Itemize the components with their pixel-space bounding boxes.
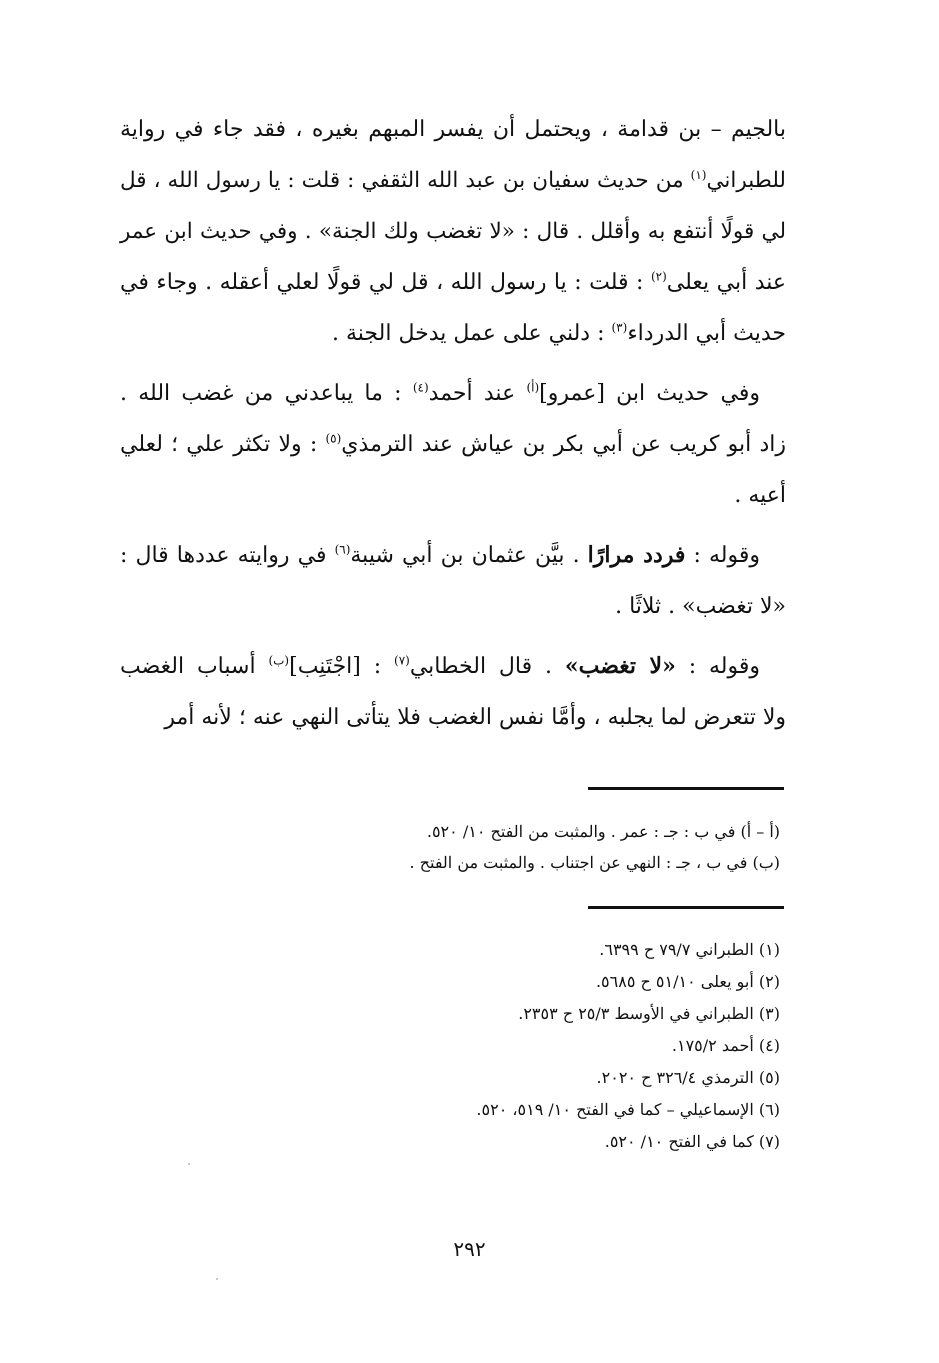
numbered-footnotes (300, 934, 780, 1158)
footnote-marker: (٤) (412, 380, 429, 395)
footnote-marker: (١) (690, 167, 707, 182)
footnote-marker: (٣) (611, 320, 628, 335)
main-text (120, 104, 786, 743)
text-run: . بيَّن عثمان بن أبي شيبة (350, 543, 588, 568)
text-run: وقوله : (685, 543, 760, 568)
paragraph-gap (120, 521, 786, 530)
numbered-footnote: (٣) الطبراني في الأوسط ٢٥/٣ ح ٢٣٥٣. (518, 1004, 780, 1023)
text-run: عند أحمد (428, 381, 527, 406)
footnote-marker: (ب) (268, 653, 290, 668)
numbered-footnote: (١) الطبراني ٧٩/٧ ح ٦٣٩٩. (599, 940, 780, 959)
text-run: أعيه . (734, 483, 786, 508)
letter-footnotes (300, 816, 780, 878)
text-run: ولا تتعرض لما يجلبه ، وأمَّا نفس الغضب فلا يتأتى النهي عنه ؛ لأنه أمر (164, 705, 786, 730)
text-line (120, 206, 786, 257)
paragraph (120, 530, 786, 632)
numbered-footnote: (٦) الإسماعيلي – كما في الفتح ١٠/ ٥١٩، ٥٢٠. (476, 1100, 780, 1119)
text-line (120, 155, 786, 206)
text-run: وقوله : (675, 654, 761, 679)
footnote-marker: (٦) (334, 542, 351, 557)
scan-speck (188, 1163, 190, 1165)
text-line (120, 581, 786, 632)
text-run: «لا تغضب» . ثلاثًا . (615, 594, 786, 619)
text-run: في روايته عددها قال : (120, 543, 335, 568)
text-run: : ولا تكثر علي ؛ لعلي (120, 432, 326, 457)
text-line (120, 692, 786, 743)
text-run: : ما يباعدني من غضب الله . (120, 381, 413, 406)
text-run: عند أبي يعلى (666, 270, 787, 295)
text-run: : قلت : يا رسول الله ، قل لي قولًا لعلي أعقله . وجاء في (120, 270, 651, 295)
numbered-footnote: (٢) أبو يعلى ٥١/١٠ ح ٥٦٨٥. (595, 972, 780, 991)
paragraph (120, 104, 786, 359)
text-line (120, 257, 786, 308)
text-run: بالجيم – بن قدامة ، ويحتمل أن يفسر المبهم بغيره ، فقد جاء في رواية (120, 117, 786, 142)
numbered-footnote: (٥) الترمذي ٣٢٦/٤ ح ٢٠٢٠. (596, 1068, 780, 1087)
bold-quote: «لا تغضب» (564, 653, 676, 679)
footnote-marker: (٥) (325, 431, 342, 446)
paragraph (120, 641, 786, 743)
text-run: حديث أبي الدرداء (627, 321, 786, 346)
text-line (120, 419, 786, 470)
footnote-divider-letters (588, 787, 784, 790)
paragraph-gap (120, 632, 786, 641)
text-line (120, 368, 786, 419)
footnote-marker: (أ) (526, 380, 540, 395)
numbered-footnote: (٤) أحمد ١٧٥/٢. (671, 1036, 780, 1055)
text-run: . قال الخطابي (409, 654, 565, 679)
paragraph-gap (120, 359, 786, 368)
footnote-marker: (٧) (394, 653, 410, 668)
footnote-marker: (٢) (650, 269, 667, 284)
text-run: من حديث سفيان بن عبد الله الثقفي : قلت : يا رسول الله ، قل (120, 168, 691, 193)
text-line (120, 530, 786, 581)
text-run: : [اجْتَنِب] (289, 654, 395, 679)
text-line (120, 308, 786, 359)
text-line (120, 470, 786, 521)
footnote-divider-numbers (588, 906, 784, 909)
scan-speck (216, 1278, 218, 1280)
numbered-footnote: (٧) كما في الفتح ١٠/ ٥٢٠. (604, 1132, 780, 1151)
text-run: للطبراني (706, 168, 786, 193)
text-run: وفي حديث ابن [عمرو] (539, 381, 761, 406)
text-run: : دلني على عمل يدخل الجنة . (332, 321, 612, 346)
text-run: زاد أبو كريب عن أبي بكر بن عياش عند الترمذي (341, 432, 786, 457)
letter-footnote: (ب) في ب ، جـ : النهي عن اجتناب . والمثبت من الفتح . (409, 853, 780, 872)
text-run: أسباب الغضب (120, 654, 269, 679)
text-run: لي قولًا أنتفع به وأقلل . قال : «لا تغضب ولك الجنة» . وفي حديث ابن عمر (120, 219, 786, 244)
text-line (120, 104, 786, 155)
bold-quote: فردد مرارًا (587, 542, 686, 568)
paragraph (120, 368, 786, 521)
letter-footnote: (أ – أ) في ب : جـ : عمر . والمثبت من الفتح ١٠/ ٥٢٠. (426, 822, 780, 841)
text-line (120, 641, 786, 692)
page-number: ٢٩٢ (453, 1237, 486, 1261)
